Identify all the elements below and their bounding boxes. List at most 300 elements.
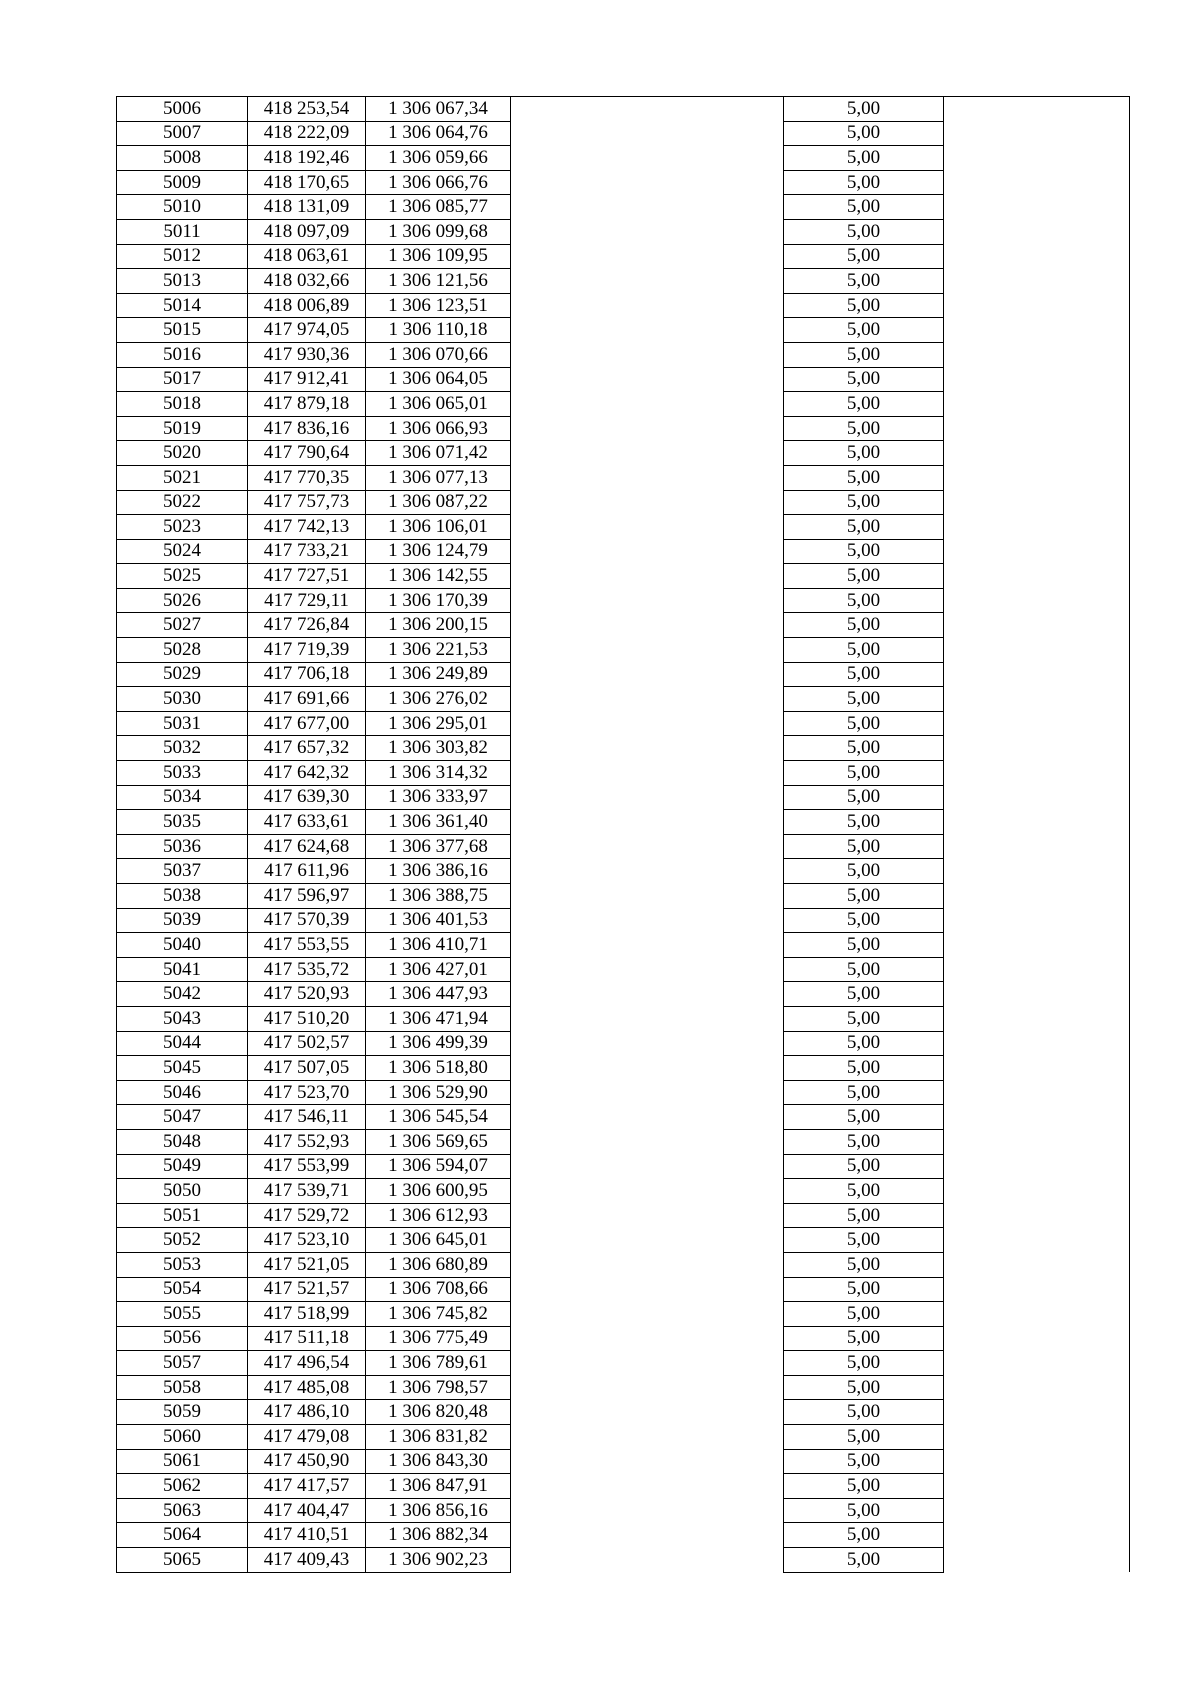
point-number-cell: 5024	[117, 539, 248, 564]
x-coordinate-cell: 418 170,65	[248, 170, 366, 195]
x-coordinate-cell: 417 523,70	[248, 1080, 366, 1105]
y-coordinate-cell: 1 306 529,90	[366, 1080, 511, 1105]
table-row	[117, 1154, 1130, 1179]
table-row	[117, 195, 1130, 220]
empty-cell	[944, 736, 1130, 761]
value-cell: 5,00	[784, 687, 944, 712]
value-cell: 5,00	[784, 219, 944, 244]
y-coordinate-cell: 1 306 361,40	[366, 810, 511, 835]
point-number-cell: 5050	[117, 1179, 248, 1204]
point-number-cell: 5047	[117, 1105, 248, 1130]
table-row	[117, 318, 1130, 343]
empty-cell	[511, 1228, 784, 1253]
point-number-cell: 5032	[117, 736, 248, 761]
empty-cell	[511, 982, 784, 1007]
empty-cell	[944, 318, 1130, 343]
empty-cell	[944, 908, 1130, 933]
coordinates-table-body	[117, 97, 1130, 1573]
point-number-cell: 5056	[117, 1326, 248, 1351]
value-cell: 5,00	[784, 318, 944, 343]
y-coordinate-cell: 1 306 333,97	[366, 785, 511, 810]
value-cell: 5,00	[784, 121, 944, 146]
point-number-cell: 5042	[117, 982, 248, 1007]
table-row	[117, 1474, 1130, 1499]
x-coordinate-cell: 417 496,54	[248, 1351, 366, 1376]
point-number-cell: 5006	[117, 97, 248, 122]
y-coordinate-cell: 1 306 882,34	[366, 1523, 511, 1548]
value-cell: 5,00	[784, 1375, 944, 1400]
table-row	[117, 342, 1130, 367]
point-number-cell: 5007	[117, 121, 248, 146]
x-coordinate-cell: 418 063,61	[248, 244, 366, 269]
table-row	[117, 711, 1130, 736]
x-coordinate-cell: 417 570,39	[248, 908, 366, 933]
x-coordinate-cell: 417 757,73	[248, 490, 366, 515]
y-coordinate-cell: 1 306 545,54	[366, 1105, 511, 1130]
table-row	[117, 1498, 1130, 1523]
x-coordinate-cell: 417 417,57	[248, 1474, 366, 1499]
table-row	[117, 1129, 1130, 1154]
empty-cell	[944, 834, 1130, 859]
empty-cell	[944, 564, 1130, 589]
y-coordinate-cell: 1 306 820,48	[366, 1400, 511, 1425]
point-number-cell: 5008	[117, 146, 248, 171]
value-cell: 5,00	[784, 1449, 944, 1474]
value-cell: 5,00	[784, 859, 944, 884]
point-number-cell: 5061	[117, 1449, 248, 1474]
empty-cell	[944, 613, 1130, 638]
point-number-cell: 5031	[117, 711, 248, 736]
x-coordinate-cell: 417 633,61	[248, 810, 366, 835]
x-coordinate-cell: 417 691,66	[248, 687, 366, 712]
empty-cell	[944, 244, 1130, 269]
table-row	[117, 269, 1130, 294]
value-cell: 5,00	[784, 736, 944, 761]
value-cell: 5,00	[784, 785, 944, 810]
y-coordinate-cell: 1 306 680,89	[366, 1252, 511, 1277]
empty-cell	[944, 933, 1130, 958]
point-number-cell: 5062	[117, 1474, 248, 1499]
empty-cell	[511, 392, 784, 417]
table-row	[117, 441, 1130, 466]
table-row	[117, 1425, 1130, 1450]
table-row	[117, 834, 1130, 859]
empty-cell	[944, 1302, 1130, 1327]
table-row	[117, 957, 1130, 982]
empty-cell	[944, 465, 1130, 490]
empty-cell	[511, 1498, 784, 1523]
empty-cell	[511, 1006, 784, 1031]
empty-cell	[944, 1203, 1130, 1228]
table-row	[117, 121, 1130, 146]
table-row	[117, 1228, 1130, 1253]
table-row	[117, 1105, 1130, 1130]
value-cell: 5,00	[784, 146, 944, 171]
value-cell: 5,00	[784, 1252, 944, 1277]
table-row	[117, 687, 1130, 712]
point-number-cell: 5065	[117, 1548, 248, 1573]
value-cell: 5,00	[784, 195, 944, 220]
table-row	[117, 662, 1130, 687]
value-cell: 5,00	[784, 1031, 944, 1056]
y-coordinate-cell: 1 306 386,16	[366, 859, 511, 884]
empty-cell	[944, 957, 1130, 982]
table-row	[117, 1351, 1130, 1376]
y-coordinate-cell: 1 306 410,71	[366, 933, 511, 958]
point-number-cell: 5053	[117, 1252, 248, 1277]
empty-cell	[944, 1056, 1130, 1081]
y-coordinate-cell: 1 306 200,15	[366, 613, 511, 638]
y-coordinate-cell: 1 306 518,80	[366, 1056, 511, 1081]
y-coordinate-cell: 1 306 798,57	[366, 1375, 511, 1400]
point-number-cell: 5044	[117, 1031, 248, 1056]
value-cell: 5,00	[784, 1228, 944, 1253]
empty-cell	[944, 1080, 1130, 1105]
empty-cell	[511, 1105, 784, 1130]
empty-cell	[944, 1351, 1130, 1376]
empty-cell	[944, 982, 1130, 1007]
x-coordinate-cell: 417 518,99	[248, 1302, 366, 1327]
table-row	[117, 982, 1130, 1007]
y-coordinate-cell: 1 306 099,68	[366, 219, 511, 244]
empty-cell	[944, 884, 1130, 909]
empty-cell	[944, 269, 1130, 294]
value-cell: 5,00	[784, 269, 944, 294]
empty-cell	[944, 638, 1130, 663]
y-coordinate-cell: 1 306 087,22	[366, 490, 511, 515]
empty-cell	[511, 367, 784, 392]
value-cell: 5,00	[784, 244, 944, 269]
empty-cell	[511, 810, 784, 835]
empty-cell	[944, 810, 1130, 835]
table-row	[117, 170, 1130, 195]
point-number-cell: 5019	[117, 416, 248, 441]
value-cell: 5,00	[784, 588, 944, 613]
x-coordinate-cell: 417 485,08	[248, 1375, 366, 1400]
empty-cell	[944, 1277, 1130, 1302]
table-row	[117, 1302, 1130, 1327]
point-number-cell: 5038	[117, 884, 248, 909]
y-coordinate-cell: 1 306 064,05	[366, 367, 511, 392]
x-coordinate-cell: 417 546,11	[248, 1105, 366, 1130]
x-coordinate-cell: 417 912,41	[248, 367, 366, 392]
y-coordinate-cell: 1 306 612,93	[366, 1203, 511, 1228]
table-row	[117, 1203, 1130, 1228]
x-coordinate-cell: 417 521,57	[248, 1277, 366, 1302]
empty-cell	[511, 1449, 784, 1474]
y-coordinate-cell: 1 306 314,32	[366, 761, 511, 786]
empty-cell	[511, 785, 784, 810]
point-number-cell: 5045	[117, 1056, 248, 1081]
empty-cell	[944, 1326, 1130, 1351]
x-coordinate-cell: 417 790,64	[248, 441, 366, 466]
table-row	[117, 97, 1130, 122]
x-coordinate-cell: 417 511,18	[248, 1326, 366, 1351]
table-row	[117, 539, 1130, 564]
value-cell: 5,00	[784, 711, 944, 736]
x-coordinate-cell: 418 097,09	[248, 219, 366, 244]
x-coordinate-cell: 417 507,05	[248, 1056, 366, 1081]
empty-cell	[511, 1326, 784, 1351]
table-row	[117, 613, 1130, 638]
point-number-cell: 5037	[117, 859, 248, 884]
empty-cell	[511, 1351, 784, 1376]
value-cell: 5,00	[784, 982, 944, 1007]
empty-cell	[944, 121, 1130, 146]
empty-cell	[944, 1105, 1130, 1130]
empty-cell	[944, 1129, 1130, 1154]
y-coordinate-cell: 1 306 109,95	[366, 244, 511, 269]
y-coordinate-cell: 1 306 902,23	[366, 1548, 511, 1573]
point-number-cell: 5059	[117, 1400, 248, 1425]
empty-cell	[511, 293, 784, 318]
empty-cell	[944, 687, 1130, 712]
empty-cell	[511, 761, 784, 786]
table-row	[117, 244, 1130, 269]
y-coordinate-cell: 1 306 427,01	[366, 957, 511, 982]
x-coordinate-cell: 418 222,09	[248, 121, 366, 146]
x-coordinate-cell: 417 677,00	[248, 711, 366, 736]
empty-cell	[944, 392, 1130, 417]
table-row	[117, 1179, 1130, 1204]
empty-cell	[944, 1400, 1130, 1425]
y-coordinate-cell: 1 306 847,91	[366, 1474, 511, 1499]
point-number-cell: 5027	[117, 613, 248, 638]
x-coordinate-cell: 417 706,18	[248, 662, 366, 687]
empty-cell	[944, 662, 1130, 687]
point-number-cell: 5011	[117, 219, 248, 244]
table-row	[117, 1080, 1130, 1105]
x-coordinate-cell: 417 529,72	[248, 1203, 366, 1228]
x-coordinate-cell: 417 502,57	[248, 1031, 366, 1056]
value-cell: 5,00	[784, 465, 944, 490]
empty-cell	[944, 441, 1130, 466]
empty-cell	[511, 342, 784, 367]
x-coordinate-cell: 417 404,47	[248, 1498, 366, 1523]
point-number-cell: 5046	[117, 1080, 248, 1105]
empty-cell	[511, 1203, 784, 1228]
y-coordinate-cell: 1 306 067,34	[366, 97, 511, 122]
x-coordinate-cell: 417 726,84	[248, 613, 366, 638]
x-coordinate-cell: 417 624,68	[248, 834, 366, 859]
x-coordinate-cell: 417 770,35	[248, 465, 366, 490]
table-row	[117, 490, 1130, 515]
x-coordinate-cell: 418 253,54	[248, 97, 366, 122]
y-coordinate-cell: 1 306 388,75	[366, 884, 511, 909]
value-cell: 5,00	[784, 97, 944, 122]
value-cell: 5,00	[784, 957, 944, 982]
x-coordinate-cell: 417 510,20	[248, 1006, 366, 1031]
table-row	[117, 933, 1130, 958]
empty-cell	[511, 711, 784, 736]
empty-cell	[511, 588, 784, 613]
table-row	[117, 1326, 1130, 1351]
x-coordinate-cell: 417 479,08	[248, 1425, 366, 1450]
empty-cell	[511, 97, 784, 122]
empty-cell	[511, 834, 784, 859]
x-coordinate-cell: 417 719,39	[248, 638, 366, 663]
table-row	[117, 1400, 1130, 1425]
empty-cell	[944, 539, 1130, 564]
empty-cell	[511, 244, 784, 269]
empty-cell	[944, 515, 1130, 540]
y-coordinate-cell: 1 306 124,79	[366, 539, 511, 564]
value-cell: 5,00	[784, 908, 944, 933]
empty-cell	[511, 564, 784, 589]
y-coordinate-cell: 1 306 295,01	[366, 711, 511, 736]
value-cell: 5,00	[784, 416, 944, 441]
y-coordinate-cell: 1 306 066,93	[366, 416, 511, 441]
x-coordinate-cell: 417 553,99	[248, 1154, 366, 1179]
x-coordinate-cell: 417 727,51	[248, 564, 366, 589]
y-coordinate-cell: 1 306 065,01	[366, 392, 511, 417]
point-number-cell: 5028	[117, 638, 248, 663]
point-number-cell: 5033	[117, 761, 248, 786]
empty-cell	[944, 785, 1130, 810]
point-number-cell: 5014	[117, 293, 248, 318]
empty-cell	[511, 933, 784, 958]
table-row	[117, 1548, 1130, 1573]
value-cell: 5,00	[784, 1129, 944, 1154]
empty-cell	[944, 588, 1130, 613]
table-row	[117, 392, 1130, 417]
empty-cell	[944, 711, 1130, 736]
y-coordinate-cell: 1 306 377,68	[366, 834, 511, 859]
empty-cell	[511, 1400, 784, 1425]
table-row	[117, 416, 1130, 441]
value-cell: 5,00	[784, 761, 944, 786]
empty-cell	[944, 490, 1130, 515]
y-coordinate-cell: 1 306 401,53	[366, 908, 511, 933]
x-coordinate-cell: 417 486,10	[248, 1400, 366, 1425]
empty-cell	[511, 490, 784, 515]
point-number-cell: 5064	[117, 1523, 248, 1548]
empty-cell	[944, 195, 1130, 220]
empty-cell	[944, 761, 1130, 786]
table-row	[117, 638, 1130, 663]
value-cell: 5,00	[784, 515, 944, 540]
empty-cell	[944, 219, 1130, 244]
table-row	[117, 785, 1130, 810]
point-number-cell: 5017	[117, 367, 248, 392]
point-number-cell: 5015	[117, 318, 248, 343]
value-cell: 5,00	[784, 1425, 944, 1450]
point-number-cell: 5029	[117, 662, 248, 687]
empty-cell	[511, 662, 784, 687]
point-number-cell: 5051	[117, 1203, 248, 1228]
value-cell: 5,00	[784, 1203, 944, 1228]
table-row	[117, 146, 1130, 171]
empty-cell	[511, 859, 784, 884]
x-coordinate-cell: 417 930,36	[248, 342, 366, 367]
x-coordinate-cell: 417 410,51	[248, 1523, 366, 1548]
table-row	[117, 219, 1130, 244]
empty-cell	[944, 146, 1130, 171]
empty-cell	[944, 1006, 1130, 1031]
y-coordinate-cell: 1 306 106,01	[366, 515, 511, 540]
point-number-cell: 5021	[117, 465, 248, 490]
table-row	[117, 1006, 1130, 1031]
y-coordinate-cell: 1 306 276,02	[366, 687, 511, 712]
empty-cell	[511, 884, 784, 909]
empty-cell	[511, 219, 784, 244]
value-cell: 5,00	[784, 342, 944, 367]
point-number-cell: 5055	[117, 1302, 248, 1327]
empty-cell	[511, 1154, 784, 1179]
x-coordinate-cell: 417 596,97	[248, 884, 366, 909]
empty-cell	[511, 908, 784, 933]
empty-cell	[944, 1375, 1130, 1400]
empty-cell	[511, 638, 784, 663]
empty-cell	[511, 1425, 784, 1450]
empty-cell	[511, 1277, 784, 1302]
value-cell: 5,00	[784, 1154, 944, 1179]
value-cell: 5,00	[784, 638, 944, 663]
table-row	[117, 1252, 1130, 1277]
table-row	[117, 884, 1130, 909]
value-cell: 5,00	[784, 1548, 944, 1573]
y-coordinate-cell: 1 306 221,53	[366, 638, 511, 663]
value-cell: 5,00	[784, 1400, 944, 1425]
point-number-cell: 5041	[117, 957, 248, 982]
empty-cell	[511, 613, 784, 638]
y-coordinate-cell: 1 306 745,82	[366, 1302, 511, 1327]
value-cell: 5,00	[784, 1302, 944, 1327]
value-cell: 5,00	[784, 1056, 944, 1081]
empty-cell	[511, 736, 784, 761]
x-coordinate-cell: 417 879,18	[248, 392, 366, 417]
value-cell: 5,00	[784, 1080, 944, 1105]
empty-cell	[511, 1056, 784, 1081]
point-number-cell: 5034	[117, 785, 248, 810]
x-coordinate-cell: 417 657,32	[248, 736, 366, 761]
point-number-cell: 5063	[117, 1498, 248, 1523]
y-coordinate-cell: 1 306 070,66	[366, 342, 511, 367]
value-cell: 5,00	[784, 834, 944, 859]
empty-cell	[944, 1449, 1130, 1474]
table-row	[117, 761, 1130, 786]
point-number-cell: 5016	[117, 342, 248, 367]
value-cell: 5,00	[784, 613, 944, 638]
x-coordinate-cell: 417 729,11	[248, 588, 366, 613]
empty-cell	[511, 687, 784, 712]
empty-cell	[944, 367, 1130, 392]
table-row	[117, 293, 1130, 318]
point-number-cell: 5023	[117, 515, 248, 540]
empty-cell	[511, 121, 784, 146]
x-coordinate-cell: 417 539,71	[248, 1179, 366, 1204]
x-coordinate-cell: 417 733,21	[248, 539, 366, 564]
y-coordinate-cell: 1 306 110,18	[366, 318, 511, 343]
point-number-cell: 5040	[117, 933, 248, 958]
value-cell: 5,00	[784, 1351, 944, 1376]
y-coordinate-cell: 1 306 142,55	[366, 564, 511, 589]
table-row	[117, 1277, 1130, 1302]
empty-cell	[944, 859, 1130, 884]
empty-cell	[944, 1252, 1130, 1277]
x-coordinate-cell: 417 611,96	[248, 859, 366, 884]
x-coordinate-cell: 417 521,05	[248, 1252, 366, 1277]
value-cell: 5,00	[784, 1498, 944, 1523]
empty-cell	[944, 1154, 1130, 1179]
table-row	[117, 810, 1130, 835]
empty-cell	[944, 1523, 1130, 1548]
empty-cell	[944, 1474, 1130, 1499]
point-number-cell: 5012	[117, 244, 248, 269]
y-coordinate-cell: 1 306 594,07	[366, 1154, 511, 1179]
y-coordinate-cell: 1 306 249,89	[366, 662, 511, 687]
x-coordinate-cell: 418 032,66	[248, 269, 366, 294]
